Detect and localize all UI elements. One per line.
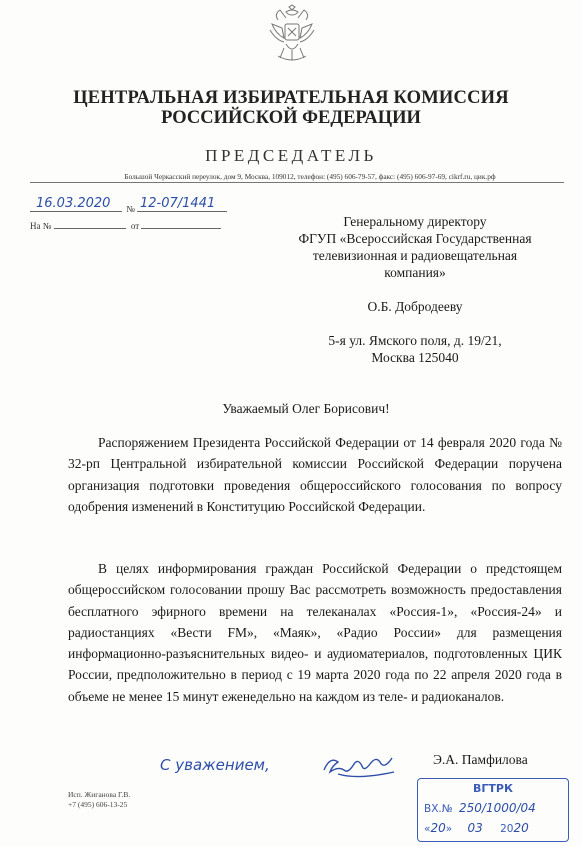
recipient-spacer xyxy=(270,315,560,332)
recipient-line: телевизионная и радиовещательная xyxy=(312,248,518,263)
from-date-blank xyxy=(141,228,221,229)
from-label: от xyxy=(130,221,140,231)
stamp-in-number: 250/1000/04 xyxy=(459,801,536,815)
recipient-line: Генеральному директору xyxy=(343,214,487,229)
signature-mark xyxy=(318,750,408,784)
date-blank xyxy=(30,211,122,212)
body-paragraph-1: Распоряжением Президента Российской Федерации от 14 февраля 2020 года № 32-рп Центральной избирательной комиссии Российской Федерации поручена организация подготовки проведения общероссийского голосования по вопросу одобрения изменений в Конституцию Российской Федерации. xyxy=(68,435,562,514)
double-headed-eagle-icon xyxy=(268,4,316,64)
header-divider xyxy=(30,182,564,183)
stamp-day: 20 xyxy=(430,821,446,835)
incoming-stamp xyxy=(417,778,569,842)
signer-name: Э.А. Памфилова xyxy=(433,752,528,767)
registration-line-incoming xyxy=(30,221,221,231)
recipient-spacer xyxy=(270,281,560,298)
recipient-name: О.Б. Добродееву xyxy=(367,299,463,314)
recipient-address-line: 5-я ул. Ямского поля, д. 19/21, xyxy=(328,333,502,348)
recipient-line: компания» xyxy=(384,265,446,280)
number-blank xyxy=(137,211,227,212)
org-name-line1: ЦЕНТРАЛЬНАЯ ИЗБИРАТЕЛЬНАЯ КОМИССИЯ xyxy=(73,88,509,108)
executor-info xyxy=(68,790,130,810)
stamp-number-line xyxy=(424,801,536,815)
salutation: Уважаемый Олег Борисович! xyxy=(222,401,390,416)
handwritten-closing: С уважением, xyxy=(160,756,270,774)
executor-phone: +7 (495) 606-13-25 xyxy=(68,800,128,809)
handwritten-date: 16.03.2020 xyxy=(36,196,111,211)
recipient-block xyxy=(270,213,560,366)
stamp-date-line: «20» 03 2020 xyxy=(424,821,529,835)
stamp-month: 03 xyxy=(467,821,483,835)
executor-name: Исп. Жиганова Г.В. xyxy=(68,790,131,799)
recipient-address-line: Москва 125040 xyxy=(371,350,459,365)
stamp-in-label: ВХ.№ xyxy=(424,803,453,815)
handwritten-number: 12-07/1441 xyxy=(140,196,216,211)
on-number-label: На № xyxy=(30,221,52,231)
stamp-year: 20 xyxy=(513,821,529,835)
body-paragraph-2: В целях информирования граждан Российской Федерации о предстоящем общероссийском голосовании прошу Вас рассмотреть возможность предоставления бесплатного эфирного времени на телеканалах «Россия-1», «Россия-24» и радиостанциях «Вести FM», «Маяк», «Радио России» для размещения информационно-разъяснительных видео- и аудиоматериалов, подготовленных ЦИК России, предположительно в период с 19 марта 2020 года по 22 апреля 2020 года в объеме не менее 15 минут еженедельно на каждом из теле- и радиоканалов. xyxy=(68,561,562,704)
position-title: ПРЕДСЕДАТЕЛЬ xyxy=(205,146,377,165)
number-sign: № xyxy=(126,204,135,214)
org-name-line2: РОССИЙСКОЙ ФЕДЕРАЦИИ xyxy=(161,108,421,128)
stamp-year-prefix: 20 xyxy=(500,823,514,835)
recipient-line: ФГУП «Всероссийская Государственная xyxy=(298,231,532,246)
on-number-blank xyxy=(54,228,126,229)
org-address: Большой Черкасский переулок, дом 9, Москва, 109012, телефон: (495) 606-79-57, факс: (495) 606-97-69, cikrf.ru, цик.рф xyxy=(124,172,496,181)
stamp-title: ВГТРК xyxy=(473,782,513,795)
